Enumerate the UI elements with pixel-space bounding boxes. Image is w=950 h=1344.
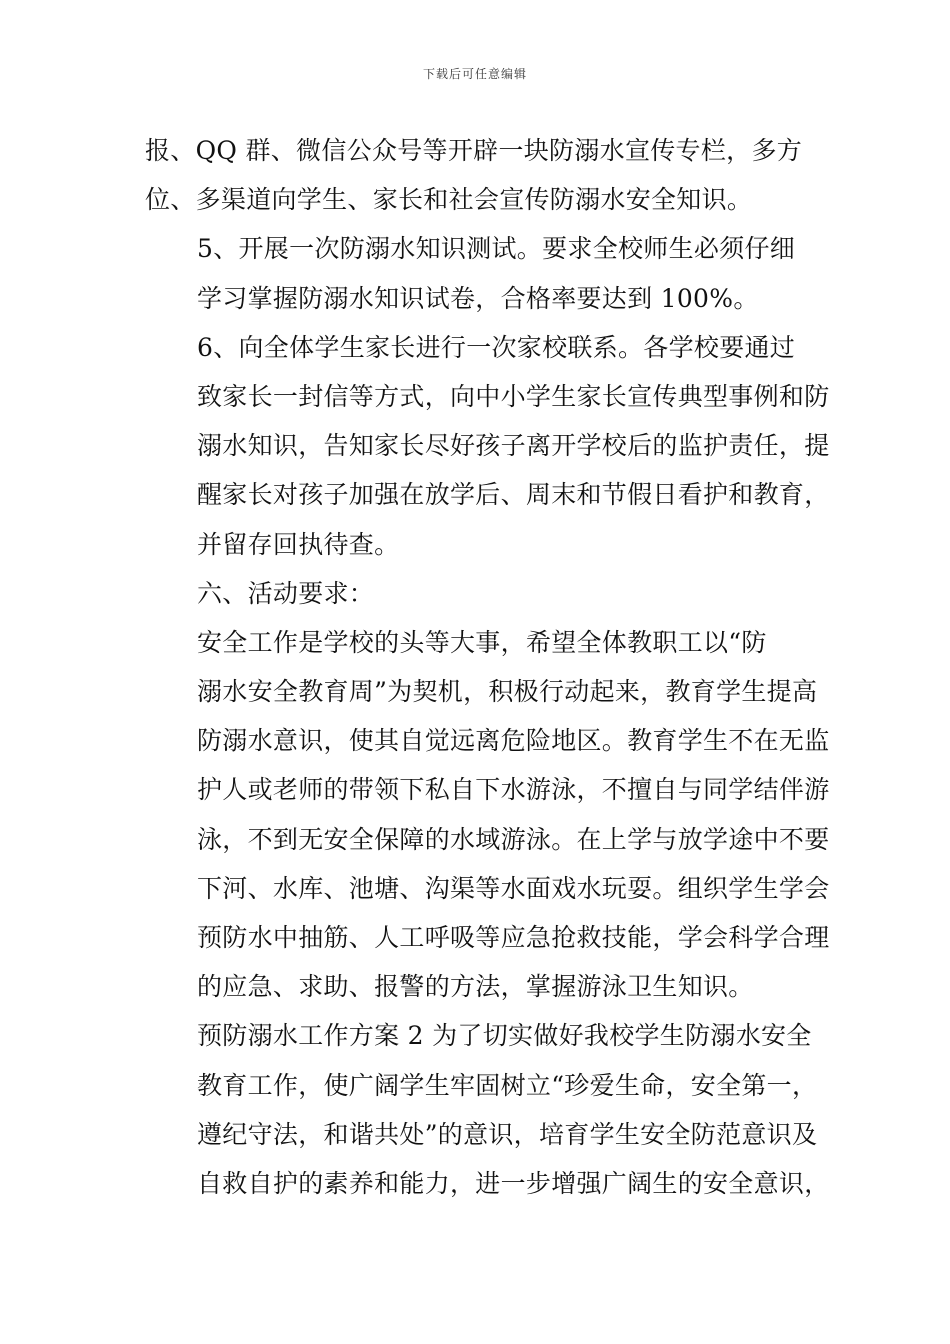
text-line: 位、多渠道向学生、家长和社会宣传防溺水安全知识。 <box>145 185 753 215</box>
text-line: 安全工作是学校的头等大事，希望全体教职工以“防 <box>197 627 767 657</box>
text-line: 下河、水库、池塘、沟渠等水面戏水玩耍。组织学生学会 <box>197 873 830 903</box>
section-heading-activity-requirements <box>145 569 810 618</box>
text-line: 遵纪守法，和谐共处”的意识，培育学生安全防范意识及 <box>197 1119 818 1149</box>
text-line: 护人或老师的带领下私自下水游泳，不擅自与同学结伴游 <box>197 775 830 805</box>
text-line: 醒家长对孩子加强在放学后、周末和节假日看护和教育， <box>197 480 830 510</box>
text-line: 六、活动要求： <box>197 578 375 608</box>
text-line: 并留存回执待查。 <box>197 529 400 559</box>
paragraph-item-5-test <box>145 224 810 322</box>
paragraph-safety-work <box>145 618 830 1012</box>
text-line: 的应急、求助、报警的方法，掌握游泳卫生知识。 <box>197 972 754 1002</box>
text-line: 预防水中抽筋、人工呼吸等应急抢救技能，学会科学合理 <box>197 923 830 952</box>
text-line: 致家长一封信等方式，向中小学生家长宣传典型事例和防 <box>197 381 830 411</box>
text-line: 学习掌握防溺水知识试卷，合格率要达到 100%。 <box>197 283 759 313</box>
text-line: 5、开展一次防溺水知识测试。要求全校师生必须仔细 <box>197 234 796 264</box>
text-line: 自救自护的素养和能力，进一步增强广阔生的安全意识， <box>197 1168 830 1198</box>
text-line: 溺水知识，告知家长尽好孩子离开学校后的监护责任，提 <box>197 431 830 461</box>
text-line: 报、QQ 群、微信公众号等开辟一块防溺水宣传专栏，多方 <box>145 136 803 165</box>
text-line: 防溺水意识，使其自觉远离危险地区。教育学生不在无监 <box>197 726 830 756</box>
paragraph-publicity-channels <box>145 126 810 224</box>
text-line: 预防溺水工作方案 2 为了切实做好我校学生防溺水安全 <box>197 1021 812 1051</box>
document-body <box>145 126 830 1208</box>
text-line: 6、向全体学生家长进行一次家校联系。各学校要通过 <box>197 332 796 362</box>
text-line: 泳，不到无安全保障的水域游泳。在上学与放学途中不要 <box>197 824 830 854</box>
text-line: 教育工作，使广阔学生牢固树立“珍爱生命，安全第一， <box>197 1070 818 1100</box>
paragraph-plan-2-intro <box>145 1011 830 1208</box>
page-header-note: 下载后可任意编辑 <box>422 67 527 81</box>
text-line: 溺水安全教育周”为契机，积极行动起来，教育学生提高 <box>197 677 818 707</box>
paragraph-item-6-parents <box>145 323 830 569</box>
